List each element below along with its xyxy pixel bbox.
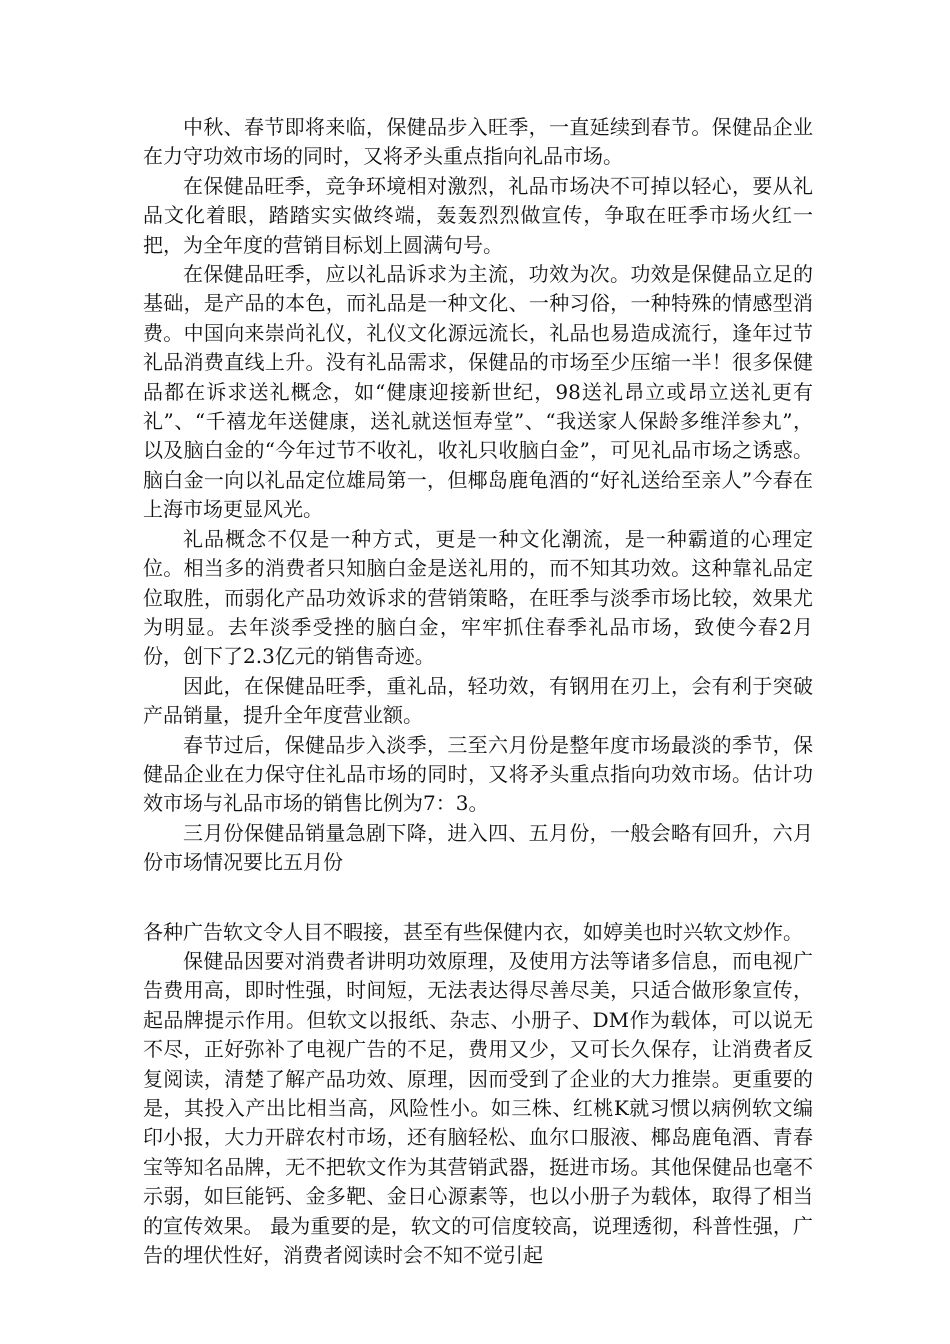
paragraph: 三月份保健品销量急剧下降，进入四、五月份，一般会略有回升，六月份市场情况要比五月份: [143, 820, 813, 875]
paragraph-continuation: 各种广告软文令人目不暇接，甚至有些保健内衣，如婷美也时兴软文炒作。: [143, 919, 803, 944]
section-1: [143, 113, 813, 878]
section-gap: [143, 878, 813, 918]
section-2: [143, 918, 813, 1271]
paragraph: 因此，在保健品旺季，重礼品，轻功效，有钢用在刃上，会有利于突破产品销量，提升全年度营业额。: [143, 673, 813, 728]
paragraph: 礼品概念不仅是一种方式，更是一种文化潮流，是一种霸道的心理定位。相当多的消费者只知脑白金是送礼用的，而不知其功效。这种靠礼品定位取胜，而弱化产品功效诉求的营销策略，在旺季与淡季市场比较，效果尤为明显。去年淡季受挫的脑白金，牢牢抓住春季礼品市场，致使今春2月份，创下了2.3亿元的销售奇迹。: [143, 526, 813, 669]
paragraph: 在保健品旺季，竞争环境相对激烈，礼品市场决不可掉以轻心，要从礼品文化着眼，踏踏实实做终端，轰轰烈烈做宣传，争取在旺季市场火红一把，为全年度的营销目标划上圆满句号。: [143, 173, 813, 257]
document-page: [143, 113, 813, 1270]
paragraph: 春节过后，保健品步入淡季，三至六月份是整年度市场最淡的季节，保健品企业在力保守住礼品市场的同时，又将矛头重点指向功效市场。估计功效市场与礼品市场的销售比例为7：3。: [143, 732, 813, 816]
paragraph: 在保健品旺季，应以礼品诉求为主流，功效为次。功效是保健品立足的基础，是产品的本色，而礼品是一种文化、一种习俗，一种特殊的情感型消费。中国向来崇尚礼仪，礼仪文化源远流长，礼品也易造成流行，逢年过节礼品消费直线上升。没有礼品需求，保健品的市场至少压缩一半！很多保健品都在诉求送礼概念，如“健康迎接新世纪，98送礼昂立或昂立送礼更有礼”、“千禧龙年送健康，送礼就送恒寿堂”、“我送家人保龄多维洋参丸”，以及脑白金的“今年过节不收礼，收礼只收脑白金”，可见礼品市场之诱惑。脑白金一向以礼品定位雄局第一，但椰岛鹿龟酒的“好礼送给至亲人”今春在上海市场更显风光。: [143, 262, 813, 522]
paragraph: 中秋、春节即将来临，保健品步入旺季，一直延续到春节。保健品企业在力守功效市场的同时，又将矛头重点指向礼品市场。: [143, 115, 813, 169]
paragraph: 保健品因要对消费者讲明功效原理，及使用方法等诸多信息，而电视广告费用高，即时性强，时间短，无法表达得尽善尽美，只适合做形象宣传，起品牌提示作用。但软文以报纸、杂志、小册子、DM作为载体，可以说无不尽，正好弥补了电视广告的不足，费用又少，又可长久保存，让消费者反复阅读，清楚了解产品功效、原理，因而受到了企业的大力推崇。更重要的是，其投入产出比相当高，风险性小。如三株、红桃K就习惯以病例软文编印小报，大力开辟农村市场，还有脑轻松、血尔口服液、椰岛鹿龟酒、青春宝等知名品牌，无不把软文作为其营销武器，挺进市场。其他保健品也毫不示弱，如巨能钙、金多靶、金日心源素等，也以小册子为载体，取得了相当的宣传效果。 最为重要的是，软文的可信度较高，说理透彻，科普性强，广告的埋伏性好，消费者阅读时会不知不觉引起: [143, 948, 813, 1268]
